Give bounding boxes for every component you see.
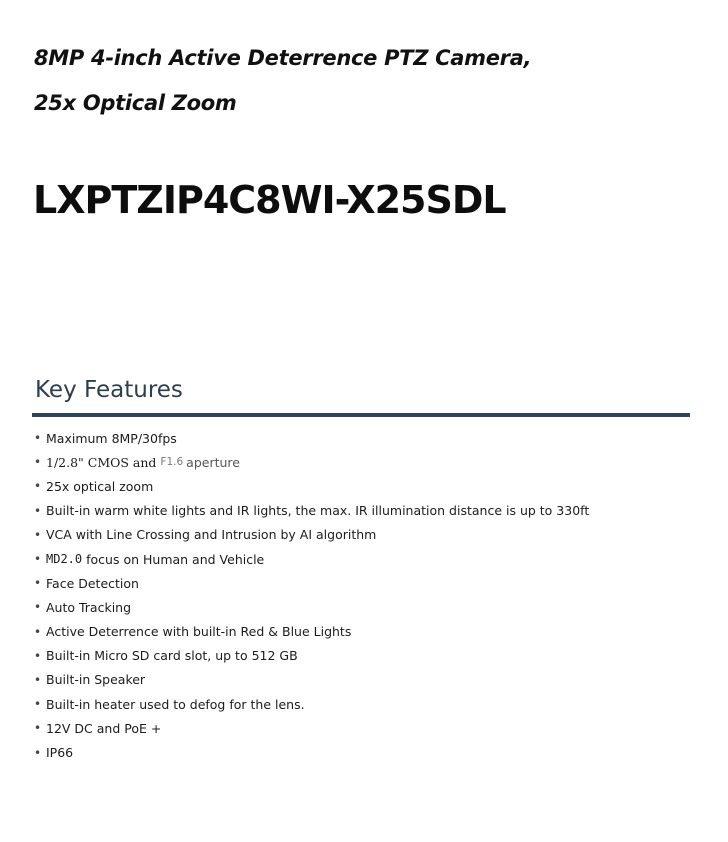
feature-text: focus on Human and Vehicle — [86, 551, 265, 567]
feature-text-md-prefix: MD2.0 — [46, 552, 83, 567]
key-features-title: Key Features — [35, 377, 183, 403]
bullet-icon: • — [34, 552, 42, 567]
feature-list — [34, 426, 589, 765]
bullet-icon: • — [34, 600, 42, 615]
feature-text: 12V DC and PoE + — [46, 720, 162, 736]
feature-text: VCA with Line Crossing and Intrusion by AI algorithm — [46, 527, 377, 543]
feature-text-sensor: 1/2.8" CMOS and — [46, 454, 157, 470]
bullet-icon: • — [34, 697, 42, 712]
bullet-icon: • — [34, 721, 42, 736]
list-item — [34, 595, 589, 619]
bullet-icon: • — [34, 576, 42, 591]
bullet-icon: • — [34, 455, 42, 470]
bullet-icon: • — [34, 503, 42, 518]
feature-text-aperture-value: F1.6 — [160, 456, 184, 469]
list-item — [34, 499, 589, 523]
feature-text: Built-in Micro SD card slot, up to 512 GB — [46, 648, 298, 664]
bullet-icon: • — [34, 431, 42, 446]
list-item — [34, 620, 589, 644]
bullet-icon: • — [34, 527, 42, 542]
feature-text: Built-in warm white lights and IR lights, the max. IR illumination distance is up to 330ft — [46, 503, 590, 519]
subtitle-line-1: 8MP 4-inch Active Deterrence PTZ Camera, — [34, 46, 532, 70]
bullet-icon: • — [34, 624, 42, 639]
feature-text-aperture: aperture — [186, 454, 240, 470]
feature-text: Built-in heater used to defog for the lens. — [46, 696, 305, 712]
list-item — [34, 692, 589, 716]
bullet-icon: • — [34, 745, 42, 760]
feature-text: 25x optical zoom — [46, 478, 154, 494]
model-number: LXPTZIP4C8WI-X25SDL — [33, 178, 506, 222]
feature-text: Face Detection — [46, 575, 139, 591]
feature-text: Maximum 8MP/30fps — [46, 430, 177, 446]
feature-text: IP66 — [46, 745, 74, 761]
list-item — [34, 523, 589, 547]
list-item — [34, 668, 589, 692]
list-item — [34, 450, 589, 474]
bullet-icon: • — [34, 672, 42, 687]
list-item — [34, 474, 589, 498]
feature-text: Active Deterrence with built-in Red & Blue Lights — [46, 624, 352, 640]
list-item — [34, 426, 589, 450]
list-item — [34, 571, 589, 595]
bullet-icon: • — [34, 648, 42, 663]
feature-text: Auto Tracking — [46, 599, 132, 615]
list-item — [34, 547, 589, 571]
section-divider — [32, 413, 690, 417]
product-subtitle — [34, 36, 694, 126]
bullet-icon: • — [34, 479, 42, 494]
list-item — [34, 644, 589, 668]
feature-text: Built-in Speaker — [46, 672, 146, 688]
list-item — [34, 716, 589, 740]
subtitle-line-2: 25x Optical Zoom — [34, 91, 237, 115]
list-item — [34, 740, 589, 764]
